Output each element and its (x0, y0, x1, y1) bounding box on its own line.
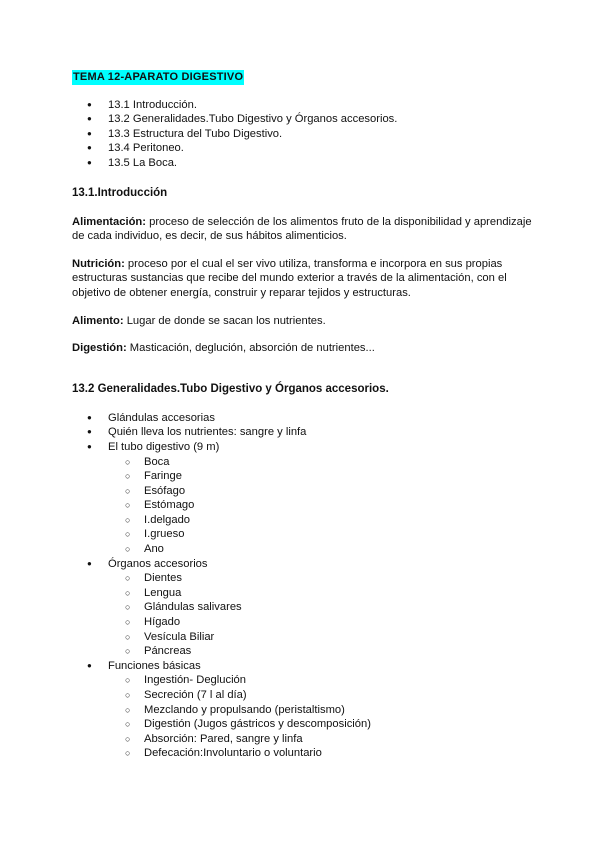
toc-item: ● 13.1 Introducción. (72, 98, 532, 113)
list-item-label: Órganos accesorios (108, 557, 208, 570)
list-item-organos-accesorios (72, 557, 532, 659)
table-of-contents (72, 98, 532, 171)
definition-alimento (72, 314, 532, 329)
sublist-item: ○ Ano (108, 542, 532, 557)
section-heading-introduccion: 13.1.Introducción (72, 186, 168, 199)
sublist-item: ○ Vesícula Biliar (108, 630, 532, 645)
sublist-item: ○ Estómago (108, 498, 532, 513)
sublist-item: ○ Glándulas salivares (108, 600, 532, 615)
definition-text: Masticación, deglución, absorción de nutrientes... (126, 342, 375, 355)
definition-nutricion (72, 257, 532, 301)
definition-text: Lugar de donde se sacan los nutrientes. (123, 314, 326, 327)
sublist-item: ○ Hígado (108, 615, 532, 630)
toc-item: ● 13.2 Generalidades.Tubo Digestivo y Órganos accesorios. (72, 112, 532, 127)
definition-text: proceso de selección de los alimentos fruto de la disponibilidad y aprendizaje de cada individuo, es decir, de sus hábitos alimenticios. (72, 215, 532, 243)
sublist-item: ○ Ingestión- Deglución (108, 673, 532, 688)
term-alimento: Alimento: (72, 314, 124, 327)
toc-item: ● 13.4 Peritoneo. (72, 141, 532, 156)
list-item-tubo-digestivo (72, 440, 532, 557)
sublist-item: ○ Dientes (108, 571, 532, 586)
document-body (72, 70, 532, 761)
term-digestion: Digestión: (72, 342, 127, 355)
sublist-item: ○ Boca (108, 455, 532, 470)
section-heading-generalidades: 13.2 Generalidades.Tubo Digestivo y Órganos accesorios. (72, 382, 389, 395)
definition-alimentacion (72, 215, 532, 244)
sublist-item: ○ Secreción (7 l al día) (108, 688, 532, 703)
term-nutricion: Nutrición: (72, 257, 125, 270)
sublist-item: ○ Absorción: Pared, sangre y linfa (108, 732, 532, 747)
list-item: ● Quién lleva los nutrientes: sangre y linfa (72, 425, 532, 440)
funciones-basicas-sublist (108, 673, 532, 761)
toc-item: ● 13.3 Estructura del Tubo Digestivo. (72, 127, 532, 142)
generalidades-list (72, 411, 532, 761)
toc-item: ● 13.5 La Boca. (72, 156, 532, 171)
sublist-item: ○ I.delgado (108, 513, 532, 528)
list-item-label: Funciones básicas (108, 659, 201, 672)
sublist-item: ○ Faringe (108, 469, 532, 484)
term-alimentacion: Alimentación: (72, 215, 146, 228)
sublist-item: ○ Defecación:Involuntario o voluntario (108, 746, 532, 761)
list-item-funciones-basicas (72, 659, 532, 761)
organos-accesorios-sublist (108, 571, 532, 659)
list-item: ● Glándulas accesorias (72, 411, 532, 426)
sublist-item: ○ Esófago (108, 484, 532, 499)
sublist-item: ○ Mezclando y propulsando (peristaltismo) (108, 703, 532, 718)
list-item-label: El tubo digestivo (9 m) (108, 440, 220, 453)
definition-text: proceso por el cual el ser vivo utiliza, transforma e incorpora en sus propias estructuras sustancias que recibe del mundo exterior a través de la alimentación, con el objetivo de obtener energía, construir y reparar tejidos y estructuras. (72, 257, 507, 299)
sublist-item: ○ I.grueso (108, 527, 532, 542)
tubo-digestivo-sublist (108, 455, 532, 557)
sublist-item: ○ Páncreas (108, 644, 532, 659)
document-title: TEMA 12-APARATO DIGESTIVO (73, 71, 244, 83)
definition-digestion (72, 341, 532, 356)
sublist-item: ○ Lengua (108, 586, 532, 601)
sublist-item: ○ Digestión (Jugos gástricos y descomposición) (108, 717, 532, 732)
